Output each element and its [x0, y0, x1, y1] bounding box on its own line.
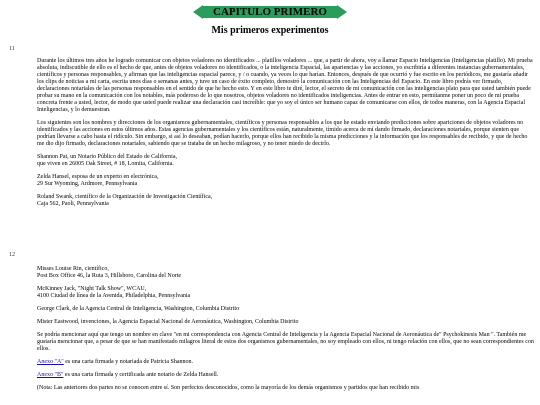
note-paragraph: (Nota: Las anteriores dos partes no se conocen entre sí. Son perfectos desconocidos, como la mayoría de los demás organismos y partidos que han recibido mis — [37, 385, 420, 391]
arrow-right-icon[interactable] — [337, 5, 347, 19]
entry-line: Shannon Pat, un Notario Público del Estado de California, — [37, 154, 177, 160]
entry-hansel — [37, 174, 534, 188]
chapter-title: CAPITULO PRIMERO — [213, 6, 327, 18]
entry-clark: George Clark, de la Agencia Central de Inteligencia, Washington, Columbia Distrito — [37, 306, 240, 312]
page-12-content — [37, 266, 534, 398]
entry-line: Misses Louise Rin, científico, — [37, 266, 109, 272]
page-11-content — [37, 58, 534, 214]
entry-shannon — [37, 154, 534, 168]
entry-line: 4100 Ciudad de línea de la Avenida, Philadelphia, Pennsylvania — [37, 293, 191, 299]
entry-line: McKinney Jack, "Night Talk Show", WCAU, — [37, 286, 147, 292]
page-number: 12 — [9, 252, 15, 258]
entry-swank — [37, 194, 534, 208]
chapter-header — [0, 5, 540, 19]
intro-paragraph: Durante los últimos tres años he logrado comunicar con objetos voladores no identificados ... platillos voladores ... que, a partir de ahora, voy a llamar Espacio Inteligencias (Inteligencias platillo). Mi prueba absoluta, indiscutible de ello es el hecho de que, antes de objetos voladores no identificados, o la inteligencia Espacial, las apariencias y las acciones, yo escribiría a diferentes instancias gubernamentales, científicos y personas responsables, y afirman que las inteligencias espacial parece, y / o cuando, ya veces lo que harían. Entonces, después de que ocurrió y fue escrito en los periódicos, me gustaría añadir los clips de noticias a mi carta, escrita unos días o semanas antes, y tuve un caso de éxito completo, demostró la comunicación con las Inteligencias del Espacio. En este libro podrás ver firmado, declaraciones notariales de las personas responsables en el sentido de que he hecho esto. Y en este libro te diré, lector, el secreto de mi comunicación con las inteligencias plato para que usted también puede probar su mano en la comunicación con los notables, más poderoso de lo que nosotros, objetos voladores no identificados inteligencias. Antes de entrar en esto, permítanme poner un poco de mi prueba concreta frente a usted, lector, de modo que usted puede realizar una declaración casi increíble: que yo soy el único ser humano capaz de comunicarse con ellos, de todos maneras, con la Agencia Espacial Inteligencias, y lo demuestran. — [37, 58, 533, 113]
entry-eastwood: Mister Eastwood, invenciones, la Agencia Espacial Nacional de Aeronáutica, Washington, Columbia Distrito — [37, 319, 299, 325]
closing-paragraph: Se podría mencionar aquí que tengo un nombre en clave "en mi correspondencia con Agencia Central de Inteligencia y la Agencia Espacial Nacional de Aeronáutica de" Psychokinesis Man ". También me gustaría mencionar que, a pesar de que se han manifestado milagros literal de estos dos organismos gubernamentales, no soy empleado con ellos, ni tengo relación con ellos, que no sean correspondientes con ellos. — [37, 332, 534, 352]
entry-line: Caja 562, Paoli, Pennsylvania — [37, 201, 109, 207]
page-title: Mis primeros experimentos — [211, 25, 329, 36]
annex-b-line — [37, 372, 534, 379]
entry-line: Zelda Hansel, esposa de un experto en electrónica, — [37, 174, 159, 180]
entry-line: que viven en 26005 Oak Street, # 18, Lomita, California. — [37, 161, 174, 167]
arrow-left-icon[interactable] — [193, 5, 203, 19]
annex-b-link[interactable]: Anexo "B" — [37, 372, 64, 378]
entry-line: Post Box Office 46, la Ruta 3, Hillsboro, Carolina del Norte — [37, 273, 182, 279]
entry-mckinney — [37, 286, 534, 300]
intro-paragraph: Los siguientes son los nombres y direcciones de los organismos gubernamentales, científicos y personas responsables a los que he estado enviando predicciones sobre apariciones de objetos voladores no identificados y las acciones en estos últimos años. Estas agencias gubernamentales y los científicos están, naturalmente, tímido acerca de mí dando firmado, declaraciones notariales, porque sienten que podrían llevarse a cabo hasta el ridículo. Sin embargo, si así lo deseaban, podían hacerlo, porque ellos han recibido la misma predicciones y la información que los responsables de recibido, y que de hecho me dio dijo firmado, declaraciones notariales, sabiendo que se trataba de un hecho milagroso, y no tener miedo de decirlo. — [37, 120, 528, 147]
annex-b-text: es una carta firmada y certificada ante notario de Zelda Hansell. — [63, 372, 219, 378]
annex-a-link[interactable]: Anexo "A" — [37, 359, 64, 365]
entry-line: 29 Sur Wyoming, Ardmore, Pennsylvania — [37, 181, 138, 187]
annex-a-text: es una carta firmada y notariada de Patricia Shannon. — [63, 359, 194, 365]
entry-rin — [37, 266, 534, 280]
entry-line: Roland Swank, científico de la Organización de Investigación Científica, — [37, 194, 213, 200]
annex-a-line — [37, 359, 534, 366]
page-number: 11 — [9, 46, 15, 52]
